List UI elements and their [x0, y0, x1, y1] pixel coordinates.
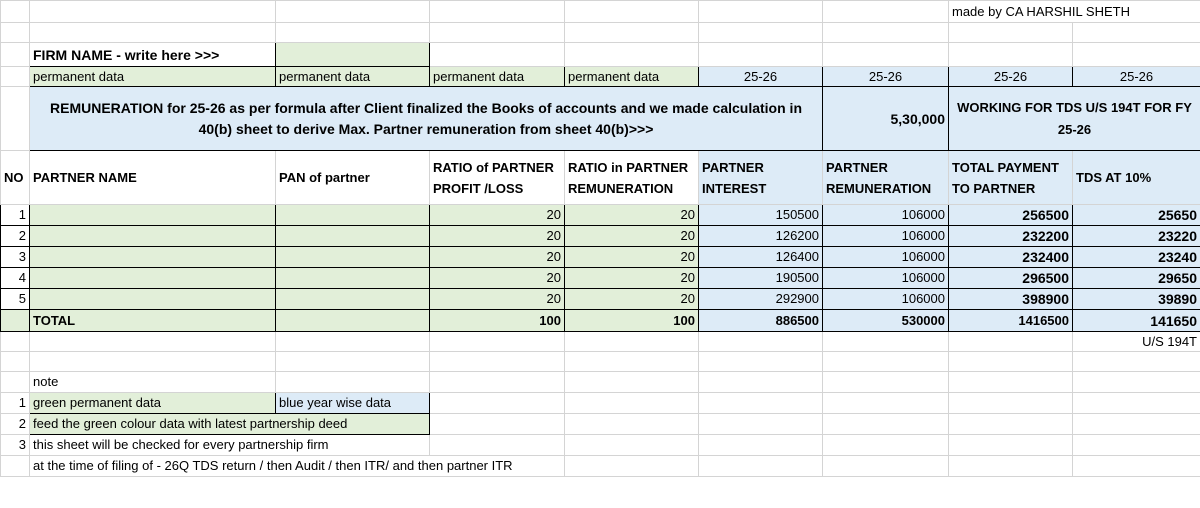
total-payment-cell[interactable]: 398900	[949, 289, 1073, 310]
cell[interactable]	[1073, 414, 1200, 435]
partner-name-cell[interactable]	[30, 226, 276, 247]
year-tag[interactable]: 25-26	[1073, 67, 1200, 87]
cell[interactable]	[699, 435, 823, 456]
note-text[interactable]: this sheet will be checked for every partnership firm	[30, 435, 430, 456]
remuneration-cell[interactable]: 106000	[823, 247, 949, 268]
remuneration-cell[interactable]: 106000	[823, 268, 949, 289]
header-tds[interactable]: TDS AT 10%	[1073, 151, 1200, 205]
cell[interactable]	[276, 372, 430, 393]
cell[interactable]	[430, 332, 565, 352]
header-pan[interactable]: PAN of partner	[276, 151, 430, 205]
cell[interactable]	[1, 67, 30, 87]
header-partner-remuneration[interactable]: PARTNER REMUNERATION	[823, 151, 949, 205]
cell[interactable]	[430, 372, 565, 393]
cell[interactable]	[430, 43, 565, 67]
cell[interactable]	[1073, 393, 1200, 414]
tds-cell[interactable]: 23220	[1073, 226, 1200, 247]
permanent-data-tag[interactable]: permanent data	[276, 67, 430, 87]
note-text[interactable]: feed the green colour data with latest partnership deed	[30, 414, 430, 435]
cell[interactable]	[276, 1, 430, 23]
row-no[interactable]: 3	[1, 247, 30, 268]
ratio-rem-cell[interactable]: 20	[565, 289, 699, 310]
total-label[interactable]: TOTAL	[30, 310, 276, 332]
cell[interactable]	[699, 456, 823, 477]
note-number[interactable]: 1	[1, 393, 30, 414]
cell[interactable]	[1073, 23, 1200, 43]
cell[interactable]	[1, 87, 30, 151]
max-remuneration-value[interactable]: 5,30,000	[823, 87, 949, 151]
total-payment[interactable]: 1416500	[949, 310, 1073, 332]
cell[interactable]	[699, 43, 823, 67]
cell[interactable]	[565, 393, 699, 414]
cell[interactable]	[823, 393, 949, 414]
remuneration-cell[interactable]: 106000	[823, 289, 949, 310]
total-payment-cell[interactable]: 232400	[949, 247, 1073, 268]
total-payment-cell[interactable]: 256500	[949, 205, 1073, 226]
year-tag[interactable]: 25-26	[949, 67, 1073, 87]
cell[interactable]	[823, 456, 949, 477]
tds-working-title-text: WORKING FOR TDS U/S 194T FOR FY 25-26	[957, 99, 1192, 137]
header-no[interactable]: NO	[1, 151, 30, 205]
total-payment-cell[interactable]: 296500	[949, 268, 1073, 289]
note-blue-legend[interactable]: blue year wise data	[276, 393, 430, 414]
cell[interactable]	[699, 332, 823, 352]
pan-cell[interactable]	[276, 205, 430, 226]
remuneration-note-text: REMUNERATION for 25-26 as per formula after Client finalized the Books of accounts and we made calculation in 40(b) sheet to derive Max. Partner remuneration from sheet 40(b)>>>	[50, 99, 802, 137]
cell[interactable]	[823, 372, 949, 393]
cell[interactable]	[949, 43, 1073, 67]
total-remuneration[interactable]: 530000	[823, 310, 949, 332]
cell[interactable]	[949, 435, 1073, 456]
cell[interactable]	[823, 23, 949, 43]
permanent-data-tag[interactable]: permanent data	[565, 67, 699, 87]
cell[interactable]	[565, 435, 699, 456]
firm-name-label-text: FIRM NAME - write here >>>	[33, 46, 220, 63]
pan-cell[interactable]	[276, 289, 430, 310]
cell[interactable]	[1073, 456, 1200, 477]
ratio-profit-cell[interactable]: 20	[430, 247, 565, 268]
ratio-rem-cell[interactable]: 20	[565, 205, 699, 226]
cell[interactable]	[823, 43, 949, 67]
cell[interactable]	[565, 1, 699, 23]
interest-cell[interactable]: 126200	[699, 226, 823, 247]
interest-cell[interactable]: 292900	[699, 289, 823, 310]
cell[interactable]	[823, 1, 949, 23]
cell[interactable]	[30, 332, 276, 352]
cell[interactable]	[1, 332, 30, 352]
header-partner-name[interactable]: PARTNER NAME	[30, 151, 276, 205]
interest-cell[interactable]: 126400	[699, 247, 823, 268]
cell[interactable]	[30, 1, 276, 23]
cell[interactable]	[823, 352, 949, 372]
header-partner-interest[interactable]: PARTNER INTEREST	[699, 151, 823, 205]
total-no-cell[interactable]	[1, 310, 30, 332]
cell[interactable]	[430, 352, 565, 372]
cell[interactable]	[699, 1, 823, 23]
cell[interactable]	[276, 332, 430, 352]
table-row	[1, 226, 1200, 247]
cell[interactable]	[699, 352, 823, 372]
cell[interactable]	[565, 23, 699, 43]
cell[interactable]	[1, 43, 30, 67]
note-green-legend[interactable]: green permanent data	[30, 393, 276, 414]
tds-cell[interactable]: 29650	[1073, 268, 1200, 289]
pan-cell[interactable]	[276, 226, 430, 247]
row-no[interactable]: 2	[1, 226, 30, 247]
firm-name-label[interactable]	[30, 43, 276, 67]
interest-cell[interactable]: 150500	[699, 205, 823, 226]
total-pan-cell[interactable]	[276, 310, 430, 332]
cell[interactable]	[823, 435, 949, 456]
ratio-rem-cell[interactable]: 20	[565, 247, 699, 268]
remuneration-note[interactable]	[30, 87, 823, 151]
cell[interactable]	[430, 435, 565, 456]
cell[interactable]	[1, 352, 30, 372]
cell[interactable]	[1073, 43, 1200, 67]
ratio-rem-cell[interactable]: 20	[565, 268, 699, 289]
partner-name-cell[interactable]	[30, 289, 276, 310]
total-payment-cell[interactable]: 232200	[949, 226, 1073, 247]
cell[interactable]	[949, 414, 1073, 435]
cell[interactable]	[1, 372, 30, 393]
cell[interactable]	[1073, 372, 1200, 393]
table-row	[1, 247, 1200, 268]
partner-name-cell[interactable]	[30, 268, 276, 289]
cell[interactable]	[430, 1, 565, 23]
ratio-profit-cell[interactable]: 20	[430, 226, 565, 247]
permanent-data-tag[interactable]: permanent data	[30, 67, 276, 87]
cell[interactable]	[565, 43, 699, 67]
table-row	[1, 289, 1200, 310]
pan-cell[interactable]	[276, 247, 430, 268]
cell[interactable]	[949, 456, 1073, 477]
firm-name-input[interactable]	[276, 43, 430, 67]
partner-name-cell[interactable]	[30, 205, 276, 226]
total-row	[1, 310, 1200, 332]
row-no[interactable]: 5	[1, 289, 30, 310]
cell[interactable]	[565, 456, 699, 477]
pan-cell[interactable]	[276, 268, 430, 289]
tds-cell[interactable]: 39890	[1073, 289, 1200, 310]
total-ratio-profit[interactable]: 100	[430, 310, 565, 332]
permanent-data-tag[interactable]: permanent data	[430, 67, 565, 87]
cell[interactable]	[30, 352, 276, 372]
header-ratio-profit[interactable]: RATIO of PARTNER PROFIT /LOSS	[430, 151, 565, 205]
tds-cell[interactable]: 23240	[1073, 247, 1200, 268]
cell[interactable]	[1, 23, 30, 43]
us-194t-note[interactable]: U/S 194T	[1073, 332, 1200, 352]
remuneration-cell[interactable]: 106000	[823, 226, 949, 247]
remuneration-cell[interactable]: 106000	[823, 205, 949, 226]
note-number[interactable]: 2	[1, 414, 30, 435]
cell[interactable]	[565, 352, 699, 372]
cell[interactable]	[30, 23, 276, 43]
cell[interactable]	[276, 23, 430, 43]
note-number[interactable]: 3	[1, 435, 30, 456]
row-no[interactable]: 4	[1, 268, 30, 289]
credit-cell[interactable]	[949, 1, 1200, 23]
cell[interactable]	[699, 372, 823, 393]
cell[interactable]	[699, 393, 823, 414]
tds-working-title[interactable]	[949, 87, 1200, 151]
year-tag[interactable]: 25-26	[699, 67, 823, 87]
total-ratio-rem[interactable]: 100	[565, 310, 699, 332]
cell[interactable]	[699, 414, 823, 435]
cell[interactable]	[949, 393, 1073, 414]
year-tag[interactable]: 25-26	[823, 67, 949, 87]
cell[interactable]	[565, 372, 699, 393]
cell[interactable]	[1, 1, 30, 23]
interest-cell[interactable]: 190500	[699, 268, 823, 289]
note-text[interactable]: at the time of filing of - 26Q TDS return / then Audit / then ITR/ and then partner ITR	[30, 456, 565, 477]
cell[interactable]	[949, 372, 1073, 393]
cell[interactable]	[1073, 352, 1200, 372]
total-interest[interactable]: 886500	[699, 310, 823, 332]
credit-text: made by CA HARSHIL SHETH	[952, 3, 1130, 19]
ratio-profit-cell[interactable]: 20	[430, 268, 565, 289]
note-title[interactable]: note	[30, 372, 276, 393]
cell[interactable]	[1, 456, 30, 477]
cell[interactable]	[949, 332, 1073, 352]
cell[interactable]	[565, 332, 699, 352]
cell[interactable]	[276, 352, 430, 372]
partner-name-cell[interactable]	[30, 247, 276, 268]
cell[interactable]	[949, 23, 1073, 43]
cell[interactable]	[823, 414, 949, 435]
table-row	[1, 205, 1200, 226]
cell[interactable]	[430, 414, 565, 435]
cell[interactable]	[699, 23, 823, 43]
ratio-profit-cell[interactable]: 20	[430, 205, 565, 226]
total-tds[interactable]: 141650	[1073, 310, 1200, 332]
cell[interactable]	[430, 23, 565, 43]
tds-cell[interactable]: 25650	[1073, 205, 1200, 226]
ratio-rem-cell[interactable]: 20	[565, 226, 699, 247]
cell[interactable]	[823, 332, 949, 352]
cell[interactable]	[949, 352, 1073, 372]
row-no[interactable]: 1	[1, 205, 30, 226]
cell[interactable]	[565, 414, 699, 435]
header-total-payment[interactable]: TOTAL PAYMENT TO PARTNER	[949, 151, 1073, 205]
table-row	[1, 268, 1200, 289]
cell[interactable]	[430, 393, 565, 414]
header-ratio-remuneration[interactable]: RATIO in PARTNER REMUNERATION	[565, 151, 699, 205]
cell[interactable]	[1073, 435, 1200, 456]
ratio-profit-cell[interactable]: 20	[430, 289, 565, 310]
